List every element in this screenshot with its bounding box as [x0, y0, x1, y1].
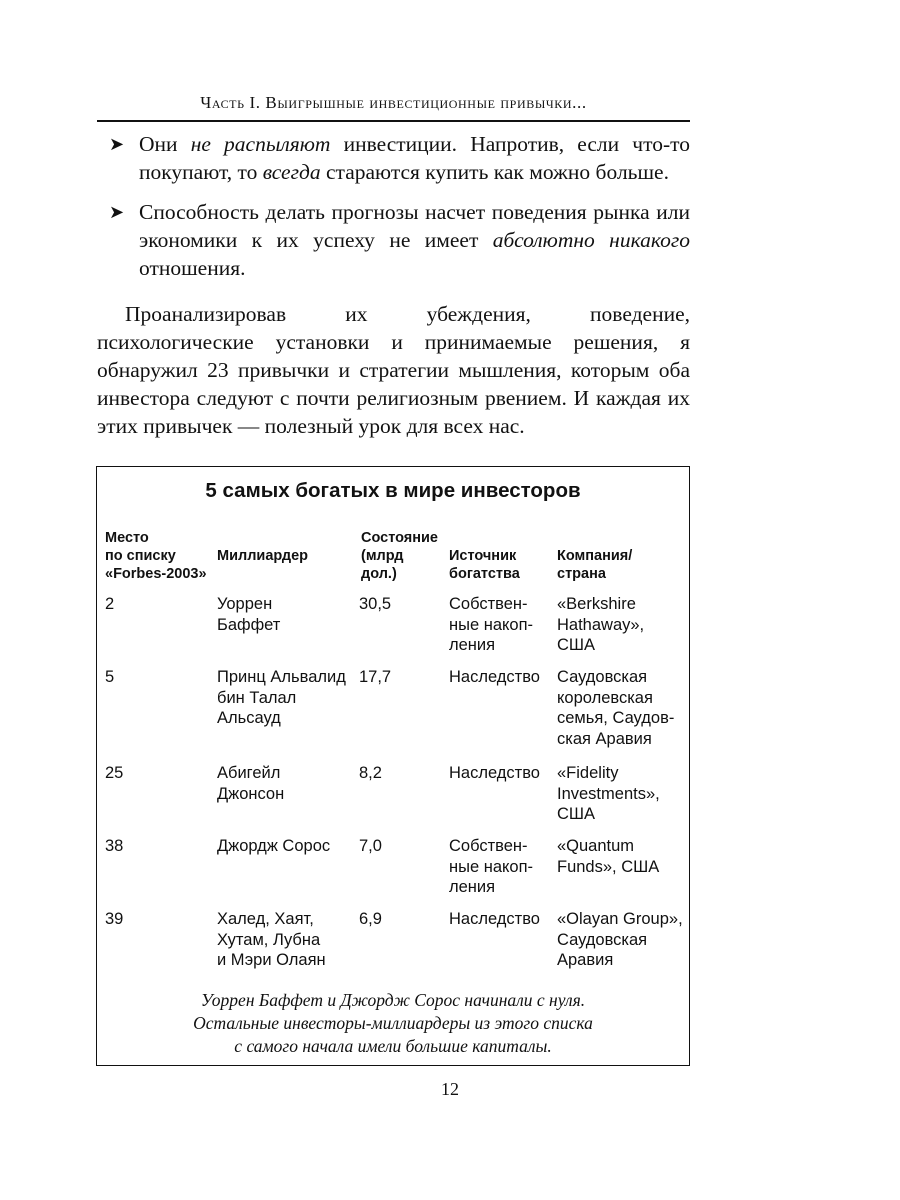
cell-company: «Olayan Group», Саудовская Аравия	[557, 910, 683, 969]
bullet-text: стараются купить как можно больше.	[320, 160, 669, 184]
body-paragraph: Проанализировав их убеждения, поведение, психологические установки и принимаемые решения, я обнаружил 23 привычки и стратегии мышления, которым оба инвестора следуют с почти религиозным рвением. И каждая их этих привычек — полезный урок для всех нас.	[97, 302, 690, 438]
cell-source: Собствен- ные накоп- ления	[449, 837, 534, 896]
table-footnote: Уоррен Баффет и Джордж Сорос начинали с нуля. Остальные инвесторы-миллиардеры из этого списка с самого начала имели большие капиталы.	[193, 990, 593, 1056]
cell-worth: 6,9	[359, 910, 382, 928]
cell-source: Собствен- ные накоп- ления	[449, 595, 534, 654]
cell-worth: 8,2	[359, 764, 382, 782]
bullet-text: Способность делать прогнозы насчет поведения рынка или экономики к их успеху не имеет	[139, 200, 690, 252]
cell-company: «Quantum Funds», США	[557, 837, 660, 876]
header-company: Компания/ страна	[557, 548, 633, 582]
header-rank: Место по списку «Forbes-2003»	[105, 530, 207, 582]
table-title: 5 самых богатых в мире инвесторов	[205, 479, 581, 502]
cell-name: Халед, Хаят, Хутам, Лубна и Мэри Олаян	[217, 910, 326, 969]
header-worth: Состояние (млрд дол.)	[361, 530, 438, 582]
cell-name: Уоррен Баффет	[217, 595, 281, 634]
cell-company: «Berkshire Hathaway», США	[557, 595, 645, 654]
cell-name: Абигейл Джонсон	[217, 764, 285, 803]
cell-rank: 39	[105, 910, 124, 928]
cell-name: Принц Альвалид бин Талал Альсауд	[217, 668, 346, 727]
bullet-emphasis: абсолютно никакого	[492, 228, 690, 252]
bullet-text: Они	[139, 132, 191, 156]
cell-worth: 7,0	[359, 837, 382, 855]
cell-rank: 38	[105, 837, 124, 855]
bullet-item	[97, 130, 690, 186]
bullet-text: отношения.	[139, 256, 246, 280]
bullet-item	[97, 198, 690, 282]
investors-table-box	[96, 466, 690, 1066]
page-number: 12	[441, 1079, 459, 1099]
running-head: Часть I. Выигрышные инвестиционные привычки...	[200, 93, 587, 112]
cell-company: «Fidelity Investments», США	[557, 764, 660, 823]
cell-rank: 2	[105, 595, 115, 613]
body-text	[97, 130, 690, 462]
cell-source: Наследство	[449, 668, 540, 686]
cell-worth: 30,5	[359, 595, 392, 613]
cell-source: Наследство	[449, 910, 540, 928]
header-source: Источник богатства	[449, 548, 520, 582]
arrow-bullet-icon: ➤	[109, 134, 125, 154]
cell-rank: 25	[105, 764, 124, 782]
cell-source: Наследство	[449, 764, 540, 782]
bullet-emphasis: не распыляют	[190, 132, 331, 156]
bullet-emphasis: всегда	[262, 160, 321, 184]
header-rule	[97, 120, 690, 122]
bullet-text: инвестиции. Напротив, если что-то покупают, то	[139, 132, 690, 184]
header-name: Миллиардер	[217, 548, 309, 564]
arrow-bullet-icon: ➤	[109, 202, 125, 222]
cell-worth: 17,7	[359, 668, 392, 686]
cell-rank: 5	[105, 668, 115, 686]
cell-company: Саудовская королевская семья, Саудов- ская Аравия	[557, 668, 675, 748]
cell-name: Джордж Сорос	[217, 837, 331, 855]
